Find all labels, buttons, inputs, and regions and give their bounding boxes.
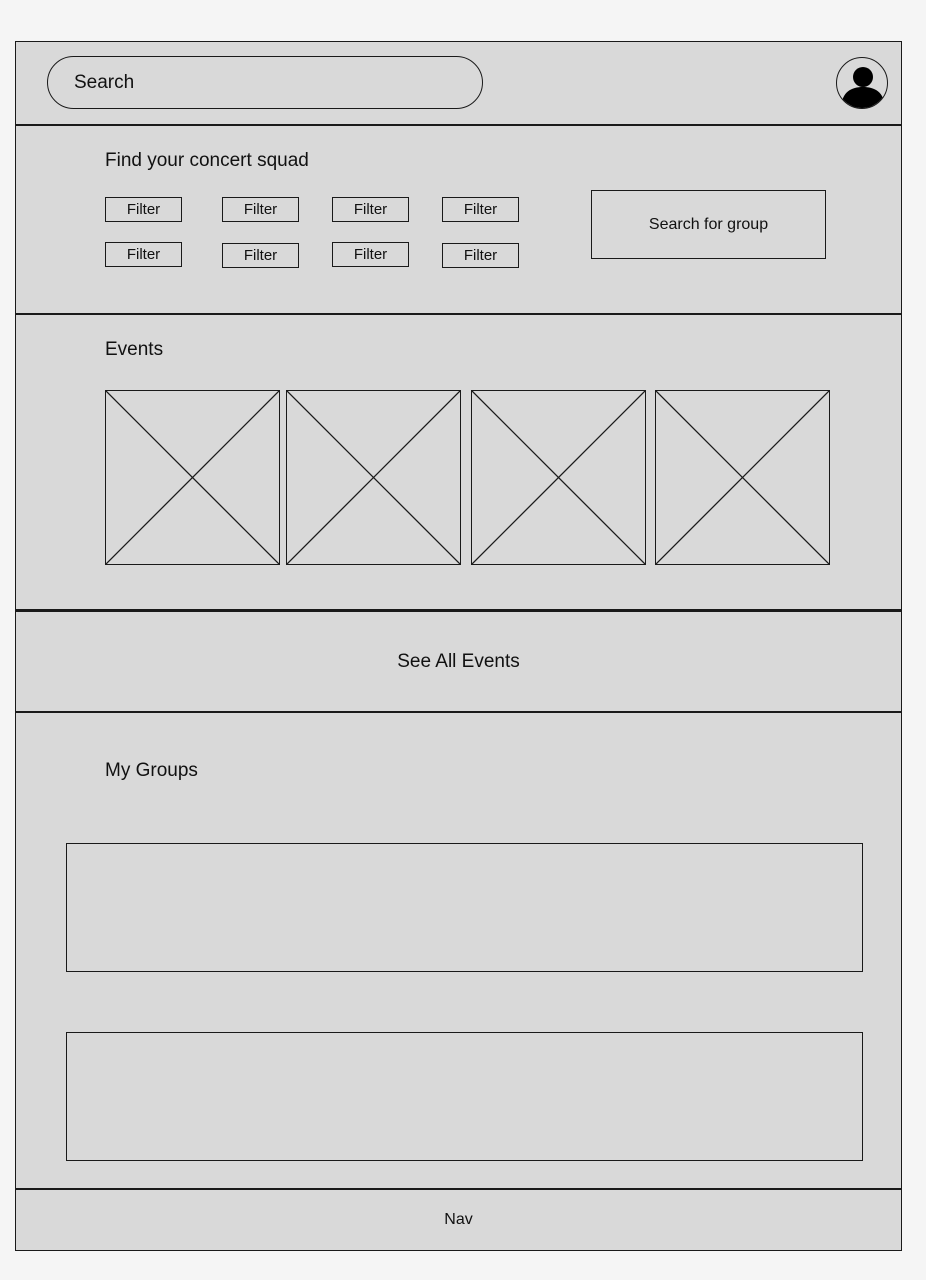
filter-button[interactable]: Filter bbox=[332, 242, 409, 267]
see-all-events-button[interactable] bbox=[16, 612, 901, 712]
person-icon bbox=[837, 58, 888, 109]
group-card[interactable] bbox=[66, 1032, 863, 1161]
search-input[interactable] bbox=[47, 56, 483, 109]
filter-button[interactable]: Filter bbox=[105, 197, 182, 222]
filter-button[interactable]: Filter bbox=[332, 197, 409, 222]
events-title: Events bbox=[105, 339, 164, 360]
event-card[interactable] bbox=[655, 390, 830, 565]
user-avatar-icon[interactable] bbox=[836, 57, 888, 109]
header-divider bbox=[16, 124, 901, 126]
image-placeholder-icon bbox=[656, 391, 829, 564]
my-groups-title: My Groups bbox=[105, 760, 198, 781]
bottom-nav[interactable] bbox=[16, 1190, 901, 1250]
app-frame bbox=[15, 41, 902, 1251]
search-for-group-button[interactable]: Search for group bbox=[591, 190, 826, 259]
see-all-events-label: See All Events bbox=[397, 651, 520, 672]
search-placeholder: Search bbox=[74, 71, 135, 93]
image-placeholder-icon bbox=[287, 391, 460, 564]
filter-button[interactable]: Filter bbox=[105, 242, 182, 267]
filter-button[interactable]: Filter bbox=[442, 197, 519, 222]
image-placeholder-icon bbox=[106, 391, 279, 564]
squad-divider bbox=[16, 313, 901, 315]
group-card[interactable] bbox=[66, 843, 863, 972]
image-placeholder-icon bbox=[472, 391, 645, 564]
filter-button[interactable]: Filter bbox=[222, 197, 299, 222]
filter-button[interactable]: Filter bbox=[442, 243, 519, 268]
event-card[interactable] bbox=[105, 390, 280, 565]
squad-title: Find your concert squad bbox=[105, 150, 309, 171]
filter-button[interactable]: Filter bbox=[222, 243, 299, 268]
see-all-divider bbox=[16, 711, 901, 713]
nav-label: Nav bbox=[444, 1211, 473, 1228]
event-card[interactable] bbox=[471, 390, 646, 565]
event-card[interactable] bbox=[286, 390, 461, 565]
